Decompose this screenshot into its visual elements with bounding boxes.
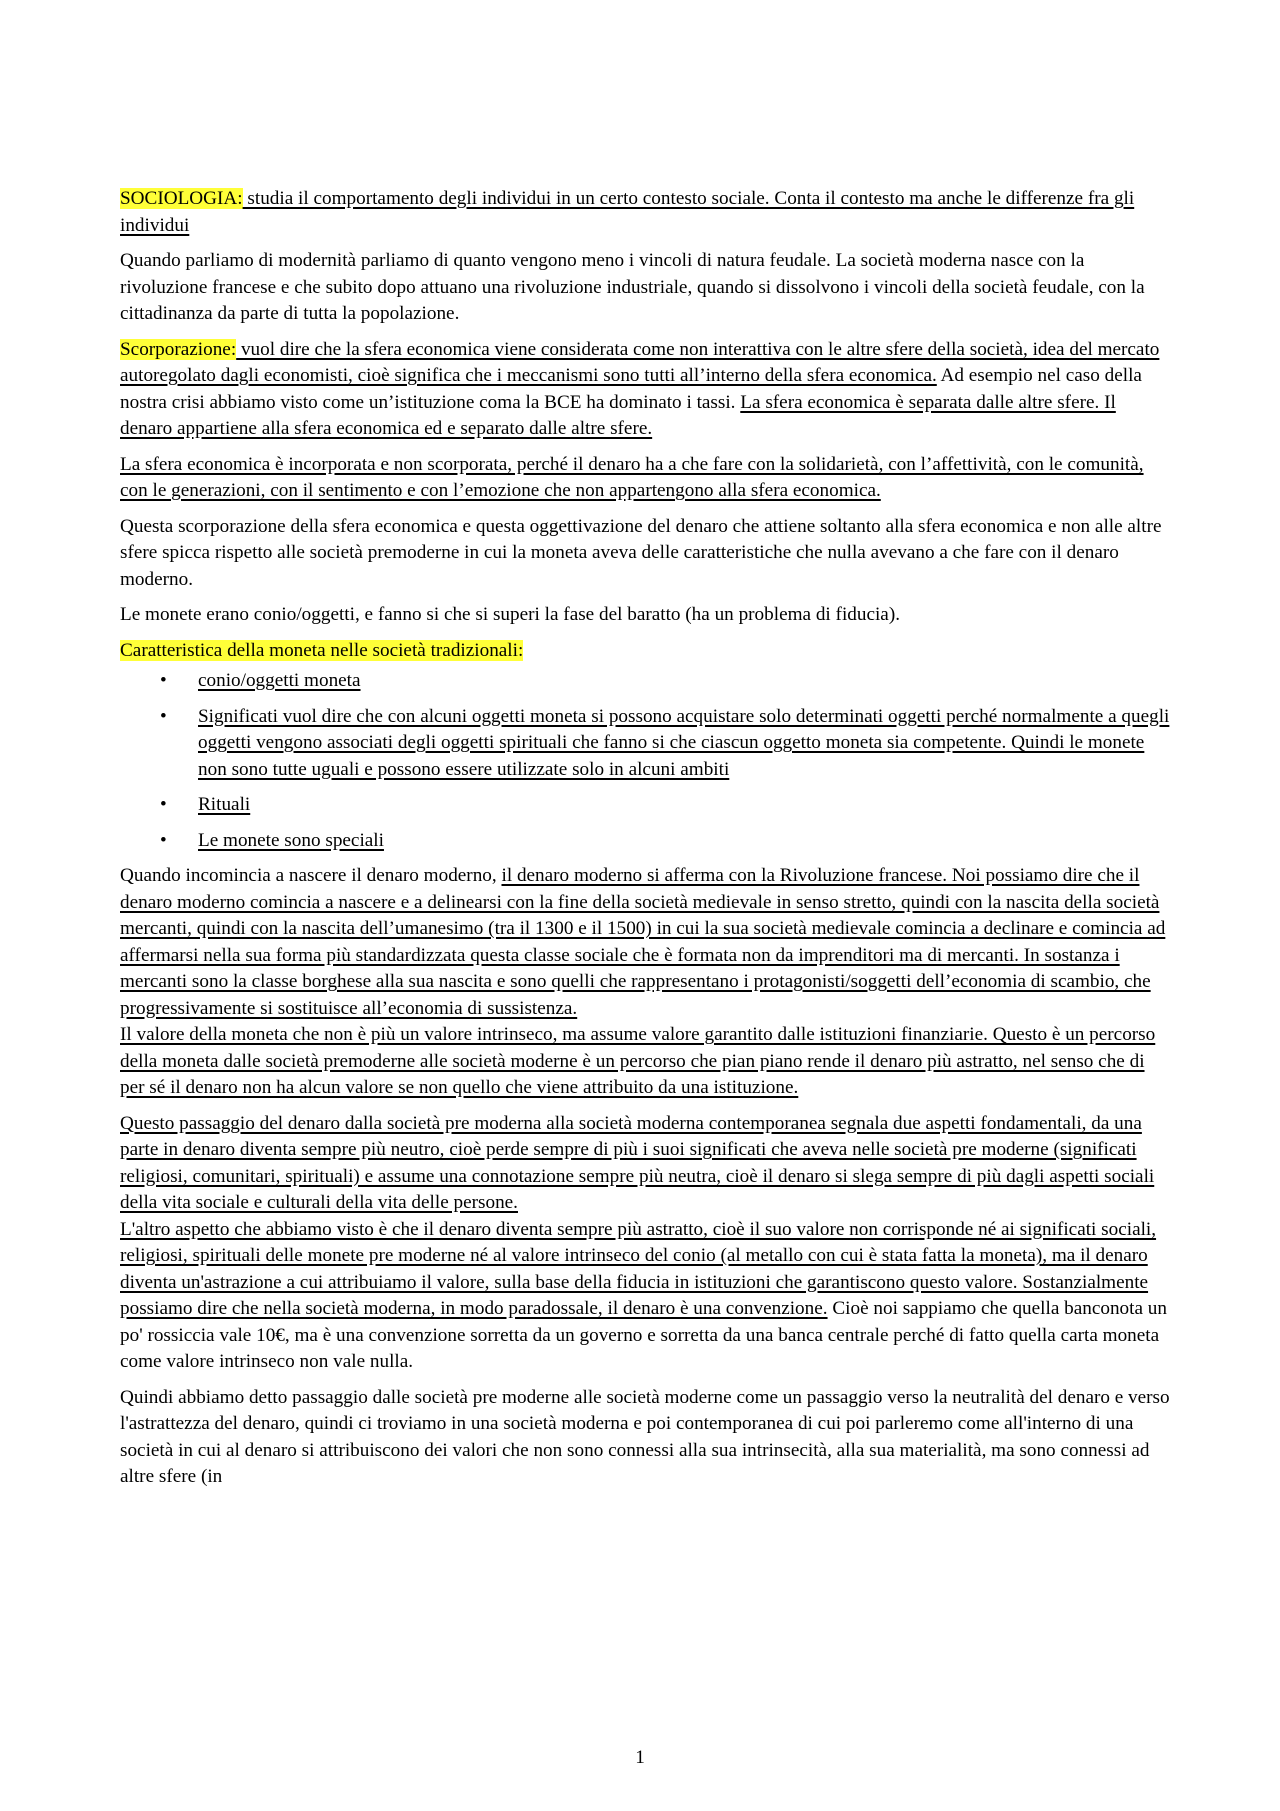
highlighted-term: SOCIOLOGIA:: [120, 188, 243, 209]
plain-text: Cioè noi sappiamo che quella banconota un po' rossiccia vale 10€, ma è una convenzione sorretta da un governo e sorretta da una banca centrale perché di fatto quella carta moneta come valore intrinseco non vale nulla.: [120, 1298, 1167, 1372]
bullet-list: [120, 668, 1170, 854]
paragraph-passaggio-denaro: [120, 1111, 1170, 1217]
list-item-text: Rituali: [198, 794, 251, 815]
list-item: [120, 704, 1170, 784]
underlined-text: L'altro aspetto che abbiamo visto è che il denaro diventa sempre più astratto, cioè il suo valore non corrisponde né ai significati sociali, religiosi, spirituali delle monete pre moderne né al valore intrinseco del conio (al metallo con cui è stata fatta la moneta), ma il denaro diventa un'astrazione a cui attribuiamo il valore, sulla base della fiducia in istituzioni che garantiscono questo valore. Sostanzialmente possiamo dire che nella società moderna, in modo paradossale, il denaro è una convenzione.: [120, 1218, 1157, 1319]
underlined-text: il denaro moderno si afferma con la Rivoluzione francese. Noi possiamo dire che il denaro moderno comincia a nascere e a delinearsi con la fine della società medievale in senso stretto, quindi con la nascita della società mercanti, quindi con la nascita dell’umanesimo (tra il 1300 e il 1500) in cui la sua società medievale comincia a declinare e comincia ad affermarsi nella sua forma più standardizzata questa classe sociale che è formata non da imprenditori ma di mercanti. In sostanza i mercanti sono la classe borghese alla sua nascita e sono quelli che rappresentano i protagonisti/soggetti dell’economia di scambio, che progressivamente si sostituisce all’economia di sussistenza.: [120, 865, 1166, 1019]
bullet-icon: •: [160, 829, 167, 851]
paragraph-denaro-moderno: [120, 863, 1170, 1022]
highlighted-heading: Caratteristica della moneta nelle società tradizionali:: [120, 639, 524, 661]
section-heading: [120, 638, 1170, 665]
paragraph-monete-conio: Le monete erano conio/oggetti, e fanno si che si superi la fase del baratto (ha un problema di fiducia).: [120, 604, 901, 625]
paragraph-conclusione: Quindi abbiamo detto passaggio dalle società pre moderne alle società moderne come un passaggio verso la neutralità del denaro e verso l'astrattezza del denaro, quindi ci troviamo in una società moderna e poi contemporanea di cui poi parleremo come all'interno di una società in cui al denaro si attribuiscono dei valori che non sono connessi alla sua intrinsecità, alla sua materialità, ma sono connessi ad altre sfere (in: [120, 1386, 1170, 1487]
paragraph-oggettivazione: Questa scorporazione della sfera economica e questa oggettivazione del denaro che attiene soltanto alla sfera economica e non alle altre sfere spicca rispetto alle società premoderne in cui la moneta aveva delle caratteristiche che nulla avevano a che fare con il denaro moderno.: [120, 515, 1162, 590]
paragraph-incorporata: [120, 452, 1170, 505]
bullet-icon: •: [160, 670, 167, 691]
list-item-text: Le monete sono speciali: [198, 829, 384, 851]
list-item-text: conio/oggetti moneta: [198, 670, 361, 691]
paragraph-valore-moneta: [120, 1022, 1170, 1102]
list-item: [120, 668, 1170, 695]
list-item: [120, 828, 1170, 855]
bullet-icon: •: [160, 794, 167, 815]
paragraph-scorporazione: [120, 337, 1170, 443]
underlined-text: Questo passaggio del denaro dalla società pre moderna alla società moderna contemporanea segnala due aspetti fondamentali, da una parte in denaro diventa sempre più neutro, cioè perde sempre di più i suoi significati che aveva nelle società pre moderne (significati religiosi, comunitari, spirituali) e assume una connotazione sempre più neutra, cioè il denaro si slega sempre di più dagli aspetti sociali della vita sociale e culturali della vita delle persone.: [120, 1112, 1155, 1213]
underlined-text: vuol dire che la sfera economica viene considerata come non interattiva con le altre sfere della società, idea del mercato autoregolato dagli economisti, cioè significa che i meccanismi sono tutti all’interno della sfera economica.: [120, 338, 1160, 386]
underlined-text: studia il comportamento degli individui in un certo contesto sociale. Conta il contesto ma anche le differenze fra gli individui: [120, 188, 1135, 236]
list-item: [120, 792, 1170, 819]
paragraph-sociologia: [120, 186, 1170, 239]
bullet-icon: •: [160, 705, 167, 727]
document-page: [120, 186, 1170, 1500]
underlined-text: La sfera economica è incorporata e non scorporata, perché il denaro ha a che fare con la solidarietà, con l’affettività, con le comunità, con le generazioni, con il sentimento e con l’emozione che non appartengono alla sfera economica.: [120, 453, 1144, 501]
paragraph-altro-aspetto: [120, 1217, 1170, 1376]
plain-text: Ad esempio nel caso della nostra crisi abbiamo visto come un’istituzione coma la BCE ha dominato i tassi.: [120, 365, 1142, 413]
page-number: 1: [635, 1747, 645, 1768]
highlighted-term: Scorporazione:: [120, 338, 237, 360]
underlined-text: Il valore della moneta che non è più un valore intrinseco, ma assume valore garantito dalle istituzioni finanziarie. Questo è un percorso della moneta dalle società premoderne alle società moderne è un percorso che pian piano rende il denaro più astratto, nel senso che di per sé il denaro non ha alcun valore se non quello che viene attribuito da una istituzione.: [120, 1024, 1156, 1098]
plain-text: Quando incomincia a nascere il denaro moderno,: [120, 865, 502, 886]
list-item-text: Significati vuol dire che con alcuni oggetti moneta si possono acquistare solo determinati oggetti perché normalmente a quegli oggetti vengono associati degli oggetti spirituali che fanno si che ciascun oggetto moneta sia competente. Quindi le monete non sono tutte uguali e possono essere utilizzate solo in alcuni ambiti: [198, 705, 1170, 780]
paragraph-modernita: Quando parliamo di modernità parliamo di quanto vengono meno i vincoli di natura feudale. La società moderna nasce con la rivoluzione francese e che subito dopo attuano una rivoluzione industriale, quando si dissolvono i vincoli della società feudale, con la cittadinanza da parte di tutta la popolazione.: [120, 250, 1145, 324]
underlined-text: La sfera economica è separata dalle altre sfere. Il denaro appartiene alla sfera economica ed e separato dalle altre sfere.: [120, 391, 1116, 439]
